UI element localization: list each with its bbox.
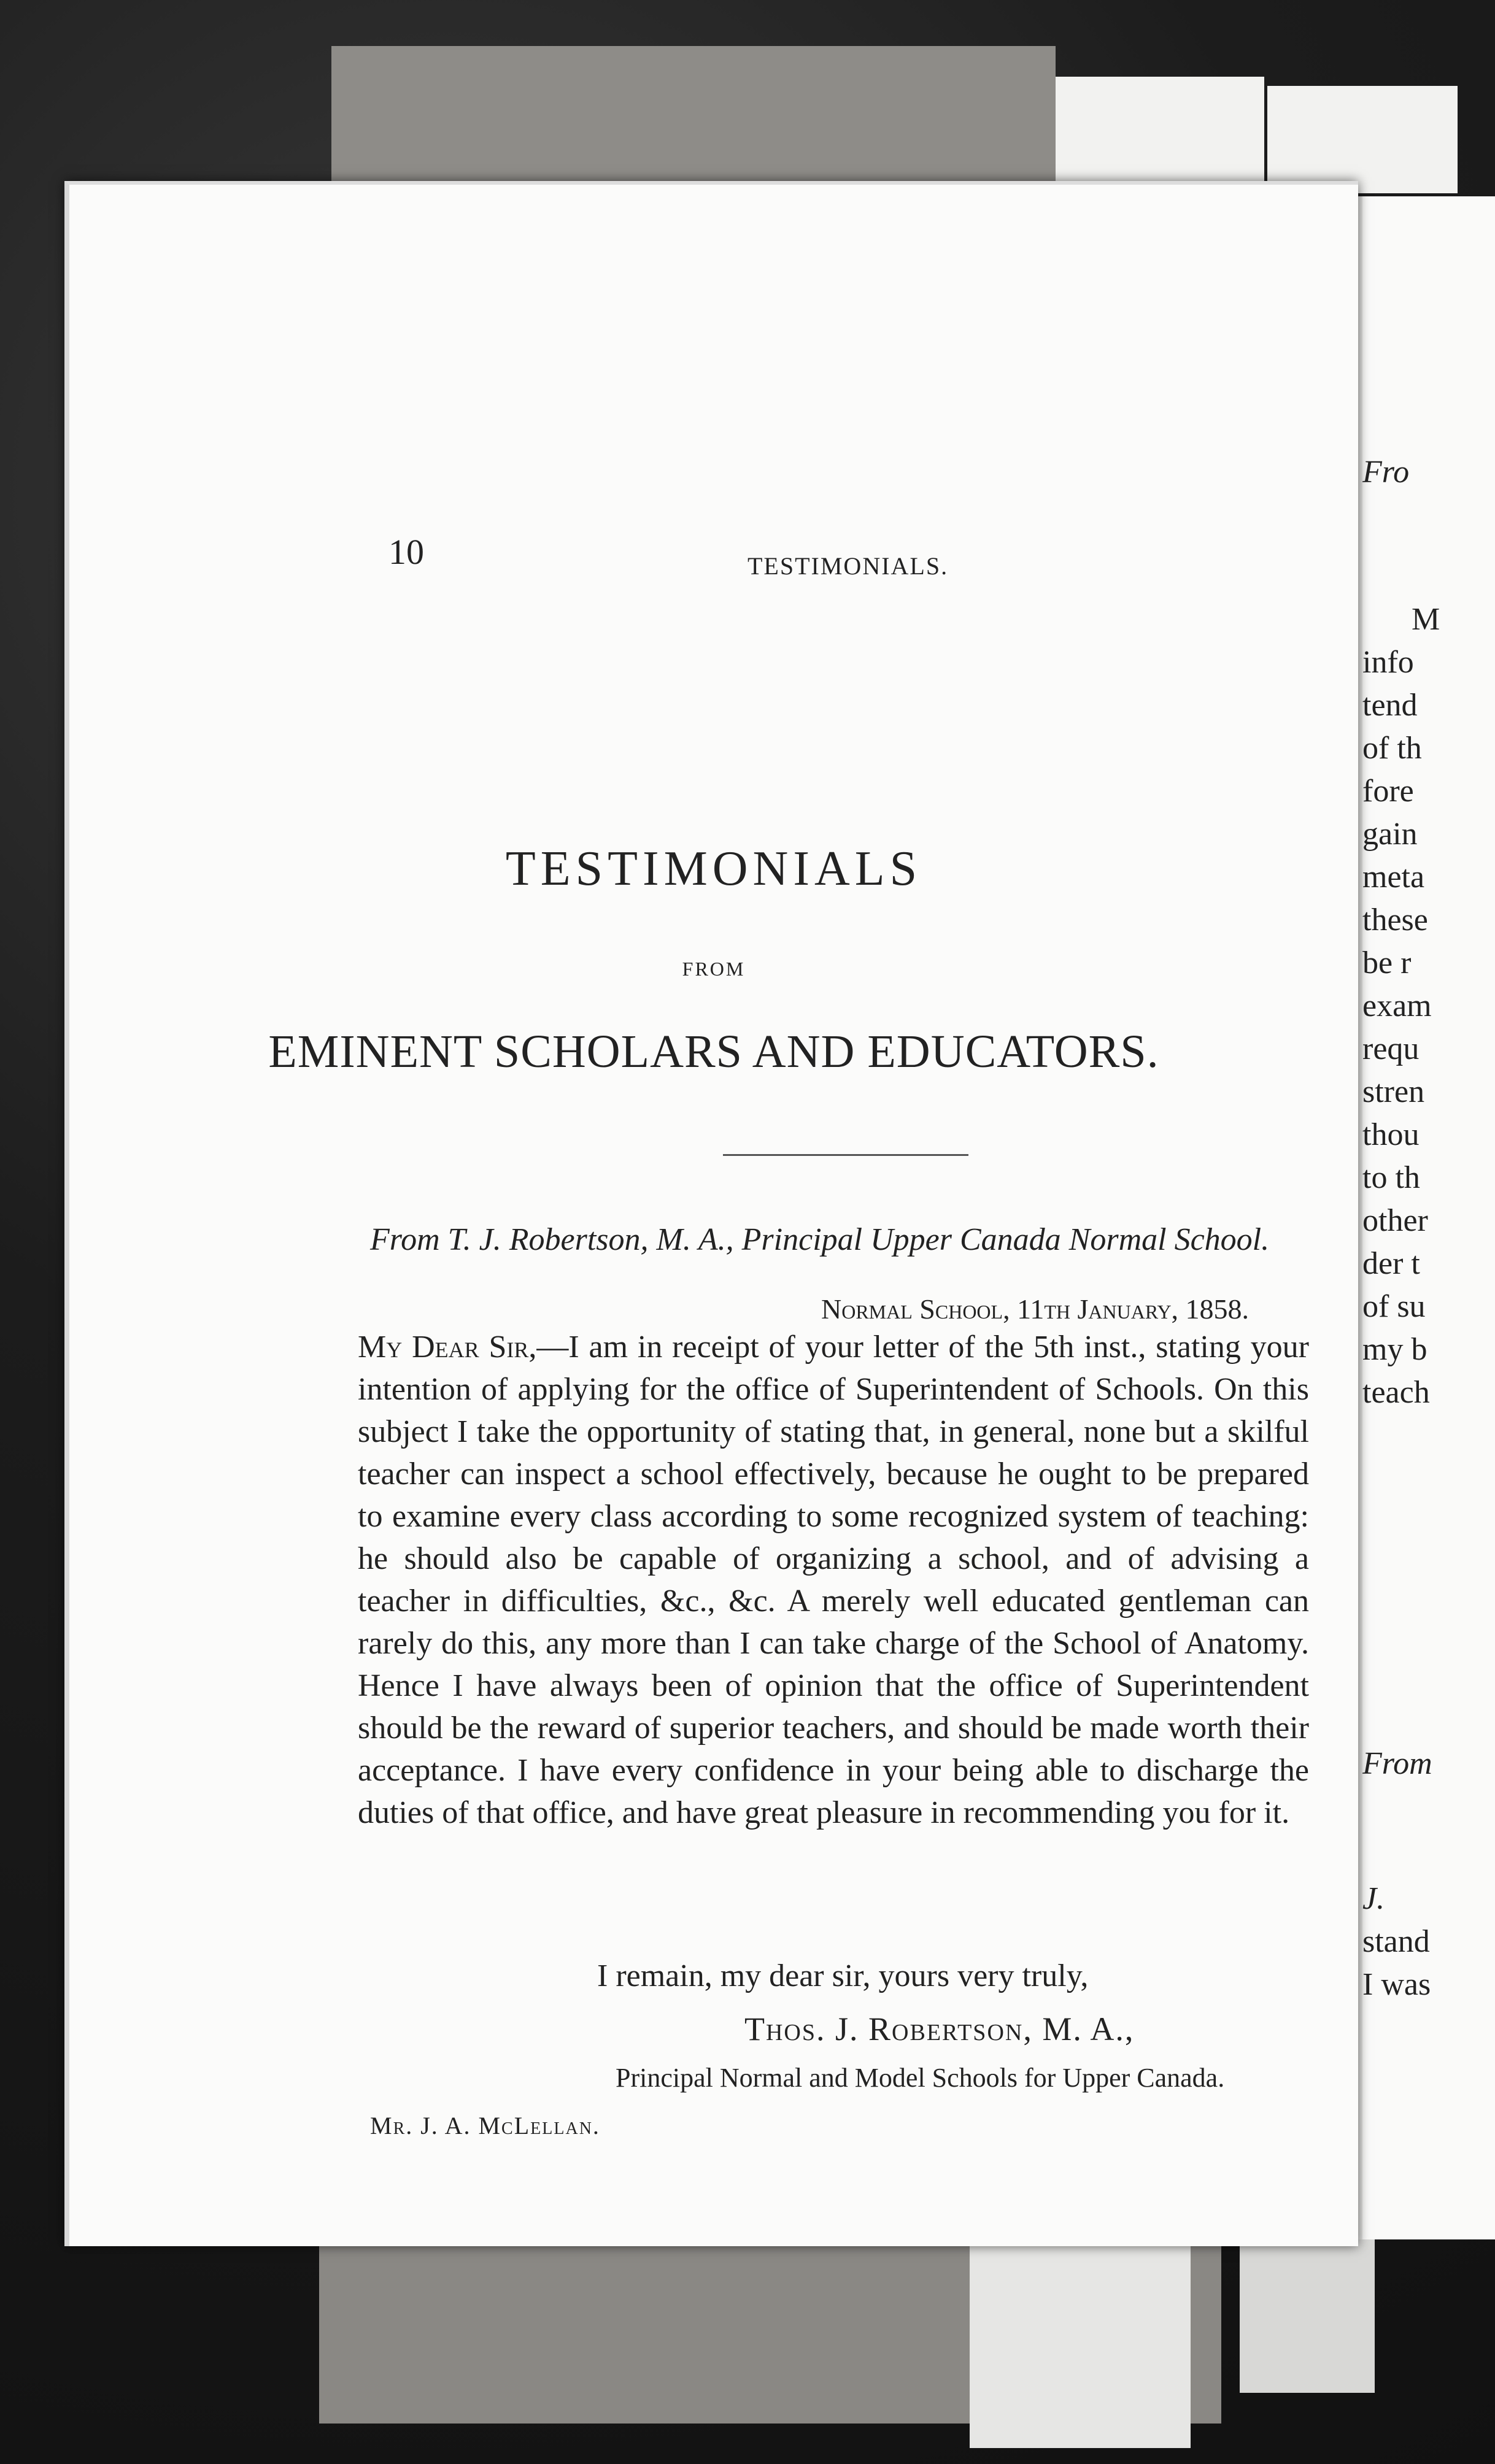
heading-subtitle: EMINENT SCHOLARS AND EDUCATORS. (268, 1026, 1159, 1077)
facing-page-fragment: I was (1362, 1967, 1431, 2002)
letter-body (358, 1326, 1309, 1834)
letter-closing: I remain, my dear sir, yours very truly, (597, 1958, 1089, 1993)
heading-from: FROM (682, 958, 746, 980)
facing-page-fragment: thou (1362, 1117, 1420, 1152)
facing-page-fragment: teach (1362, 1375, 1430, 1410)
facing-page-fragment: M (1412, 602, 1440, 637)
facing-page-fragment: other (1362, 1203, 1428, 1238)
facing-page-fragment: gain (1362, 817, 1418, 852)
divider-rule (723, 1154, 968, 1156)
facing-page-fragment: my b (1362, 1332, 1427, 1367)
facing-page-fragment: of su (1362, 1289, 1426, 1324)
paper-tab (1056, 77, 1264, 193)
running-head: TESTIMONIALS. (748, 552, 949, 580)
facing-page-fragment: tend (1362, 688, 1418, 723)
document-page (64, 181, 1358, 2246)
facing-page-fragment: be r (1362, 945, 1412, 980)
facing-page (1356, 196, 1495, 2239)
letter-recipient: Mr. J. A. McLellan. (370, 2112, 600, 2139)
facing-page-fragment: stand (1362, 1924, 1430, 1959)
heading-title: TESTIMONIALS (505, 842, 922, 896)
signature-name: Thos. J. Robertson, M. A., (744, 2011, 1135, 2047)
facing-page-fragment: these (1362, 903, 1428, 937)
letter-source: From T. J. Robertson, M. A., Principal Upper Canada Normal School. (370, 1222, 1270, 1257)
facing-page-fragment: stren (1362, 1074, 1425, 1109)
facing-page-fragment: Fro (1362, 455, 1410, 490)
letter-salutation: My Dear Sir, (358, 1330, 537, 1365)
facing-page-fragment: J. (1362, 1881, 1385, 1916)
paper-tab (1240, 2233, 1375, 2393)
backing-board-top (331, 46, 1056, 190)
facing-page-fragment: From (1362, 1746, 1432, 1781)
page-number: 10 (388, 532, 424, 572)
facing-page-fragment: exam (1362, 988, 1432, 1023)
facing-page-fragment: of th (1362, 731, 1422, 766)
paper-tab (970, 2239, 1191, 2448)
signature-title: Principal Normal and Model Schools for Upper Canada. (616, 2063, 1225, 2093)
letter-dateline: Normal School, 11th January, 1858. (821, 1293, 1250, 1325)
paper-tab (1267, 86, 1458, 193)
facing-page-fragment: to th (1362, 1160, 1420, 1195)
facing-page-fragment: der t (1362, 1246, 1420, 1281)
facing-page-fragment: fore (1362, 774, 1414, 809)
letter-text: —I am in receipt of your letter of the 5th inst., stating your intention of applying for the office of Superintendent of Schools. On this subject I take the opportunity of stating that, in general, none but a skilful teacher can inspect a school effectively, because he ought to be prepared to examine every class according to some recognized system of teaching: he should also be capable of organizing a school, and of advising a teacher in difficulties, &c., &c. A merely well educated gentleman can rarely do this, any more than I can take charge of the School of Anatomy. Hence I have always been of opinion that the office of Superintendent should be the reward of superior teachers, and should be made worth their acceptance. I have every confidence in your being able to discharge the duties of that office, and have great pleasure in recommending you for it. (358, 1330, 1309, 1830)
facing-page-fragment: info (1362, 645, 1414, 680)
facing-page-fragment: requ (1362, 1031, 1420, 1066)
facing-page-fragment: meta (1362, 860, 1425, 895)
